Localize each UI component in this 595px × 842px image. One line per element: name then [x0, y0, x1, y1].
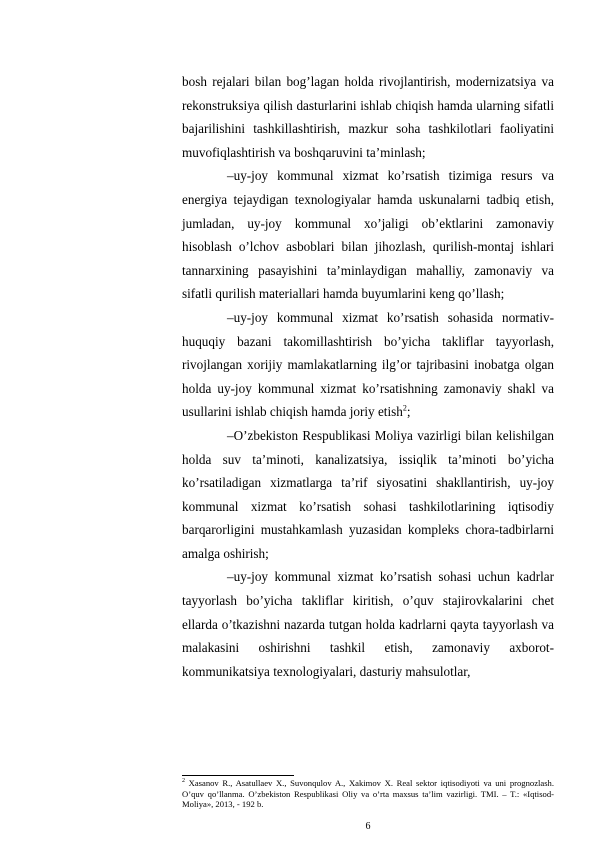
footnote-marker: 2 — [182, 778, 185, 785]
page-number: 6 — [365, 821, 371, 832]
footnote — [182, 778, 554, 810]
footnote-reference[interactable]: 2 — [402, 403, 407, 413]
list-item-punctuation: ; — [406, 404, 411, 420]
footnote-text: Xasanov R., Asatullaev X., Suvonqulov A., Xakimov X. Real sektor iqtisodiyoti va uni prognozlash. O’quv qo’llanma. O’zbekiston Respublikasi Oliy va o’rta maxsus ta’lim vazirligi. TMI. – T.: «Iqtisod-Moliya», 2013, - 192 b. — [182, 778, 554, 810]
body-text — [182, 70, 554, 683]
list-item: –uy-joy kommunal xizmat ko’rsatish tizimiga resurs va energiya tejaydigan texnologiyalar hamda uskunalarni tadbiq etish, jumladan, uy-joy kommunal xo’jaligi ob’ektlarini zamonaviy hisoblash o’lchov asboblari bilan jihozlash, qurilish-montaj ishlari tannarxining pasayishini ta’minlaydigan mahalliy, zamonaviy va sifatli qurilish materiallari hamda buyumlarini keng qo’llash; — [182, 168, 554, 302]
list-item: –uy-joy kommunal xizmat ko’rsatish sohasi uchun kadrlar tayyorlash bo’yicha takliflar kiritish, o’quv stajirovkalarini chet ellarda o’tkazishni nazarda tutgan holda kadrlarni qayta tayyorlash va malakasini oshirishni tashkil etish, zamonaviy axborot-kommunikatsiya texnologiyalari, dasturiy mahsulotlar, — [182, 569, 554, 679]
list-item: –O’zbekiston Respublikasi Moliya vazirligi bilan kelishilgan holda suv ta’minoti, kanalizatsiya, issiqlik ta’minoti bo’yicha ko’rsatiladigan xizmatlarga ta’rif siyosatini shakllantirish, uy-joy kommunal xizmat ko’rsatish sohasi tashkilotlarining iqtisodiy barqarorligini mustahkamlash yuzasidan kompleks chora-tadbirlarni amalga oshirish; — [182, 427, 554, 561]
footnote-divider — [182, 775, 294, 776]
list-item-with-footnote — [182, 306, 554, 424]
paragraph-continuation: bosh rejalari bilan bog’lagan holda rivojlantirish, modernizatsiya va rekonstruksiya qilish dasturlarini ishlab chiqish hamda ularning sifatli bajarilishini tashkillashtirish, mazkur soha tashkilotlari faoliyatini muvofiqlashtirish va boshqaruvini ta’minlash; — [182, 74, 554, 160]
list-item-text: –uy-joy kommunal xizmat ko’rsatish sohasida normativ-huquqiy bazani takomillashtirish bo’yicha takliflar tayyorlash, rivojlangan xorijiy mamlakatlarning ilg’or tajribasini inobatga olgan holda uy-joy kommunal xizmat ko’rsatishning zamonaviy shakl va usullarini ishlab chiqish hamda joriy etish — [182, 309, 554, 420]
